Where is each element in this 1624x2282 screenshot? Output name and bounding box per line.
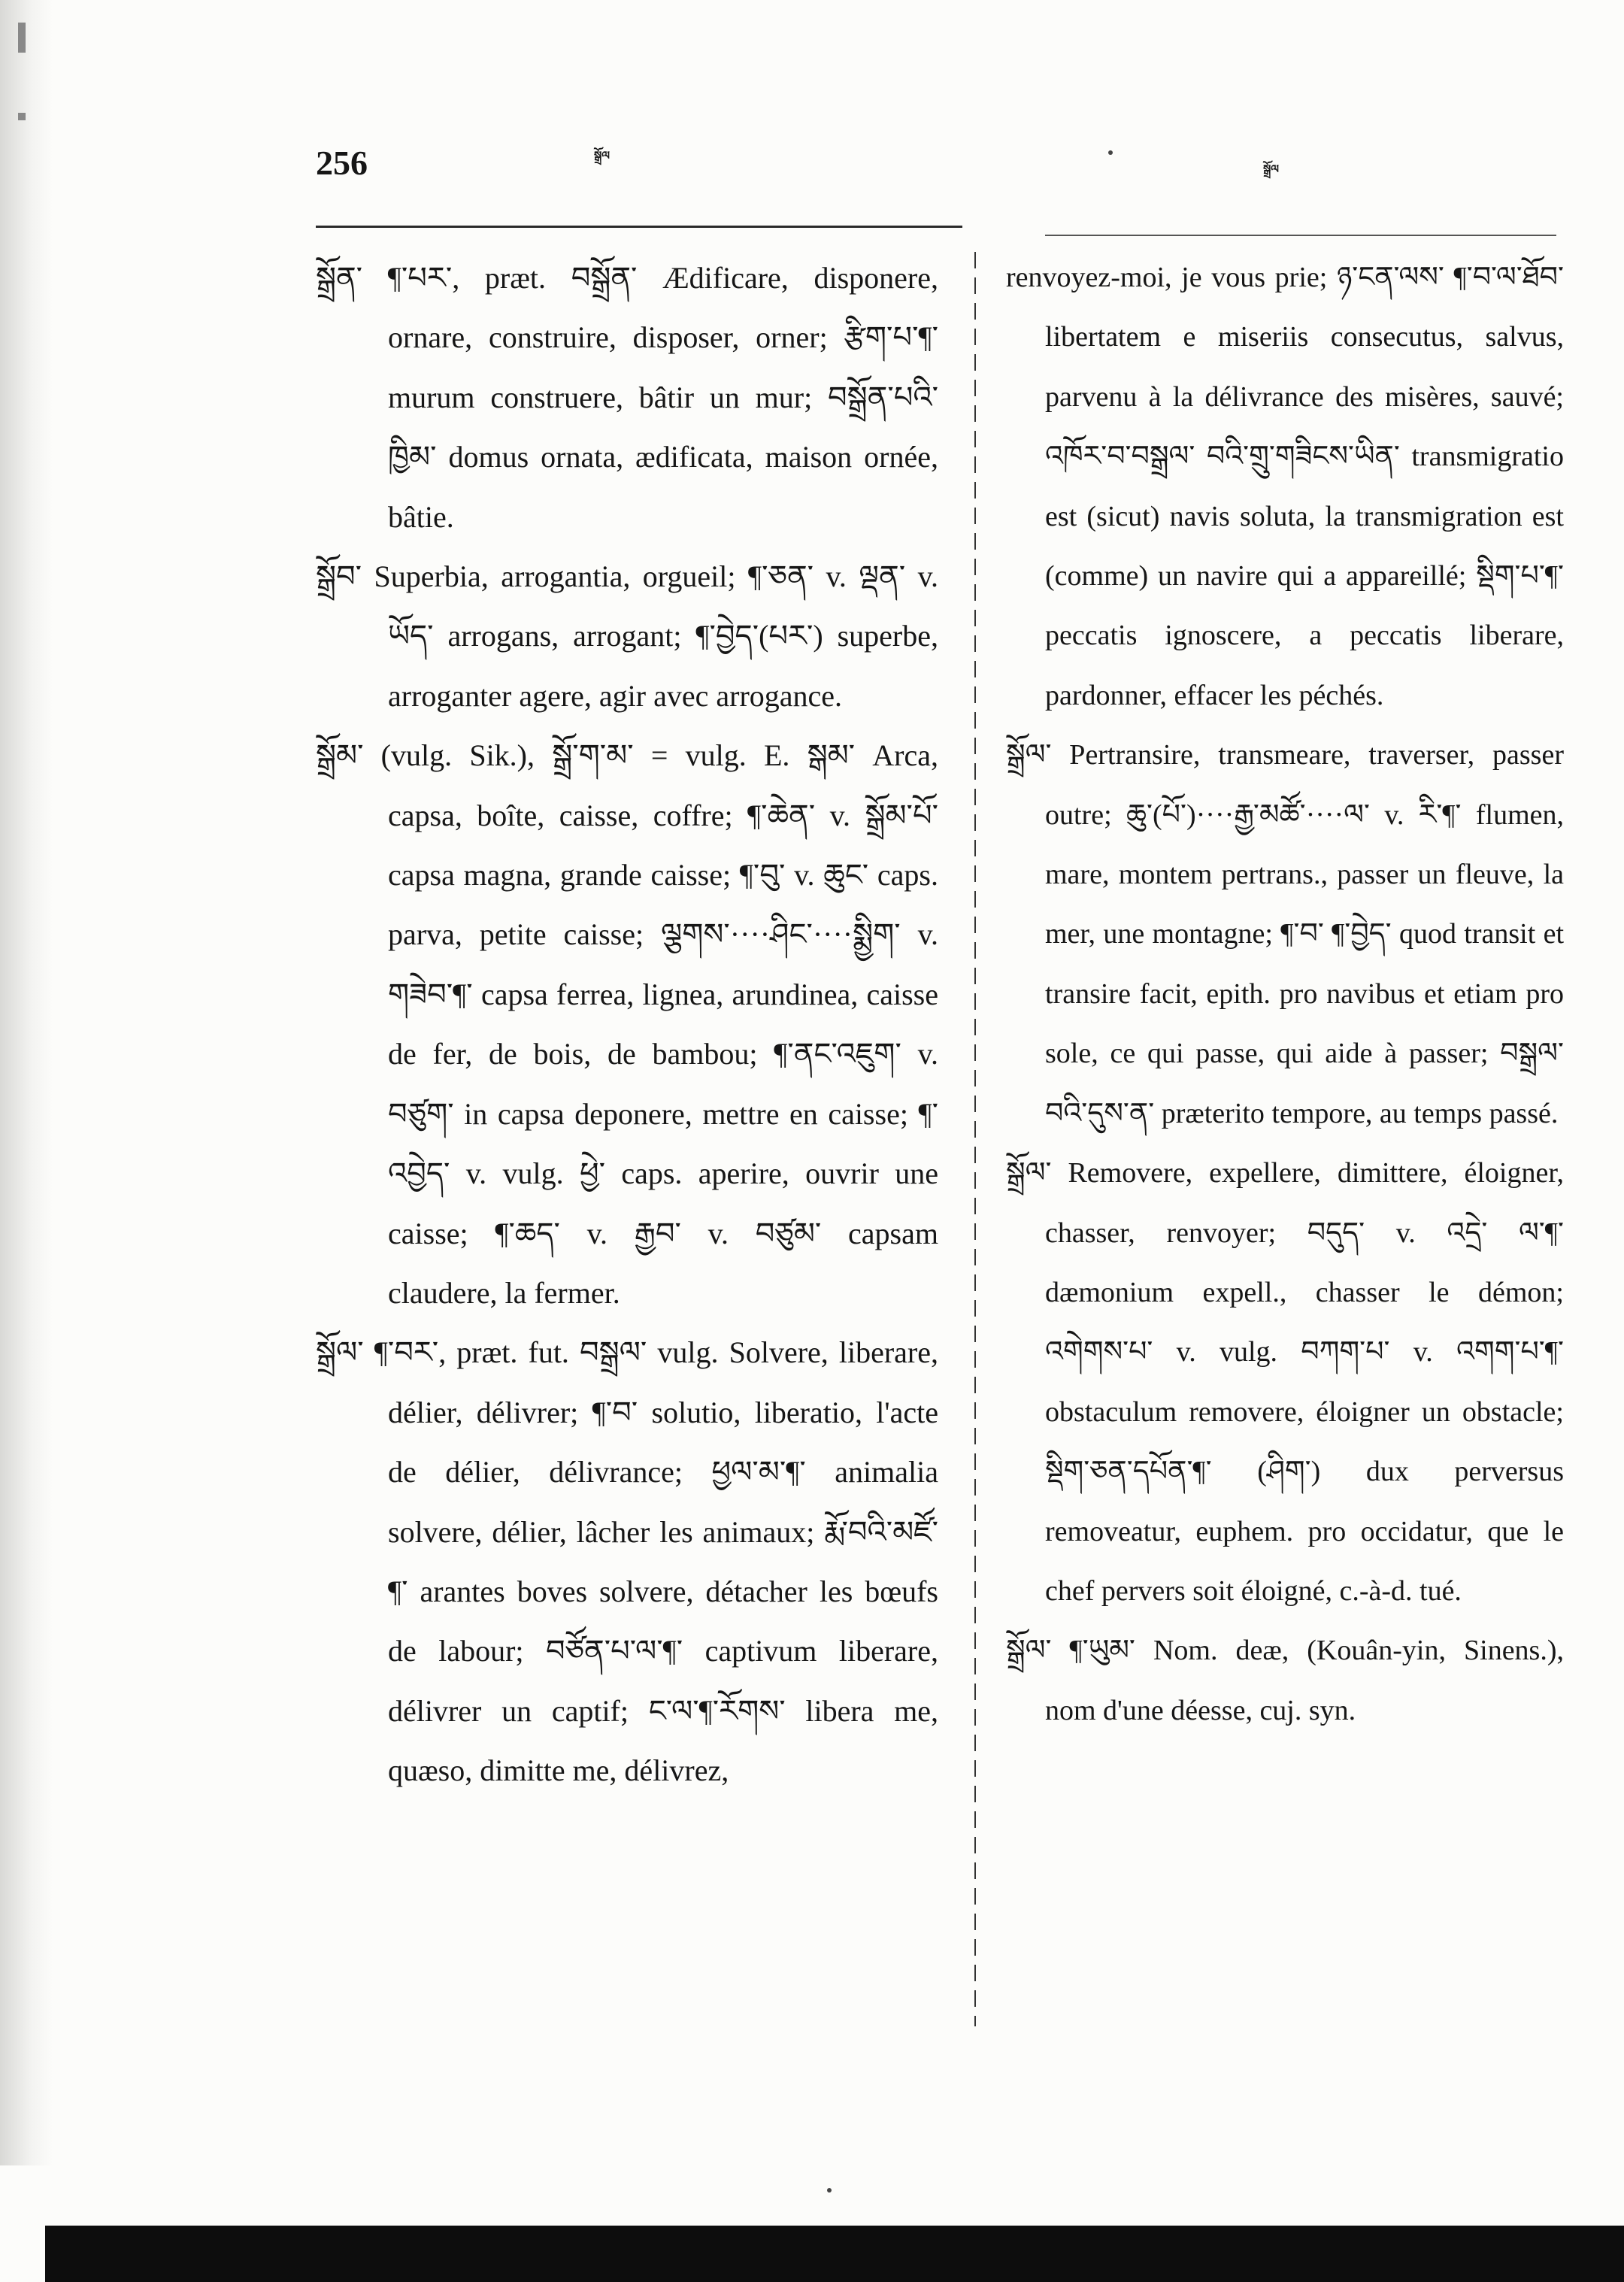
right-column (1006, 248, 1564, 1741)
entry-sgrol-solvere: སྒྲོལ་ ¶་བར་, præt. fut. བསྒྲལ་ vulg. Solvere, liberare, délier, délivrer; ¶་བ་ solutio, liberatio, l'acte de délier, délivrance; ཕྱལ་མ་¶་ animalia solvere, délier, lâcher les animaux; རྨོ་བའི་མཛོ་¶་ arantes boves solvere, détacher les bœufs de labour; བཙོན་པ་ལ་¶་ captivum liberare, délivrer un captif; ང་ལ་¶་རོགས་ libera me, quæso, dimitte me, délivrez, (316, 1335, 938, 1788)
print-speck (827, 2188, 832, 2193)
entry-sgron: སྒྲོན་ ¶་པར་, præt. བསྒྲོན་ Ædificare, disponere, ornare, construire, disposer, orner; རྩིག་པ་¶་ murum construere, bâtir un mur; བསྒྲོན་པའི་ཁྱིམ་ domus ornata, ædificata, maison ornée, bâtie. (316, 261, 938, 534)
entry-sgrom: སྒྲོམ་ (vulg. Sik.), སྒྲོ་ག་མ་ = vulg. E. སྒམ་ Arca, capsa, boîte, caisse, coffre; ¶་ཆེན་ v. སྒྲོམ་པོ་ capsa magna, grande caisse; ¶་བུ་ v. ཆུང་ caps. parva, petite caisse; ལྕགས་····ཤིང་····སྨྱིག་ v. གཟེབ་¶་ capsa ferrea, lignea, arundinea, caisse de fer, de bois, de bambou; ¶་ནང་འཇུག་ v. བཙུག་ in capsa deponere, mettre en caisse; ¶་འབྱེད་ v. vulg. ཕྱེ་ caps. aperire, ouvrir une caisse; ¶་ཆད་ v. རྒྱབ་ v. བཙུམ་ capsam claudere, la fermer. (316, 738, 938, 1310)
entry-continuation: renvoyez-moi, je vous prie; ཉ་ངན་ལས་ ¶་བ་ལ་ཐོབ་ libertatem e miseriis consecutus, salvus, parvenu à la délivrance des misères, sauvé; འཁོར་བ་བསྒྲལ་ བའི་གྲུ་གཟིངས་ཡིན་ transmigratio est (sicut) navis soluta, la transmigration est (comme) un navire qui a appareillé; སྡིག་པ་¶་ peccatis ignoscere, a peccatis liberare, pardonner, effacer les péchés. (1006, 262, 1564, 711)
header-rule-left (316, 226, 962, 228)
edge-mark (18, 23, 26, 53)
entry-sgrol-pertransire: སྒྲོལ་ Pertransire, transmeare, traverser, passer outre; ཆུ་(པོ་)····རྒྱ་མཚོ་····ལ་ v. རི་¶་ flumen, mare, montem pertrans., passer un fleuve, la mer, une montagne; ¶་བ་ ¶་བྱེད་ quod transit et transire facit, epith. pro navibus et etiam pro sole, ce qui passe, qui aide à passer; བསྒྲལ་བའི་དུས་ན་ præterito tempore, au temps passé. (1006, 739, 1564, 1129)
entry-sgrob: སྒྲོབ་ Superbia, arrogantia, orgueil; ¶་ཅན་ v. ལྡན་ v. ཡོད་ arrogans, arrogant; ¶་བྱེད་(པར་) superbe, arroganter agere, agir avec arrogance. (316, 559, 938, 713)
page-number: 256 (316, 144, 368, 182)
running-head-right: སྒྲོལ (1263, 162, 1279, 176)
header-rule-right (1045, 235, 1556, 236)
edge-mark (18, 113, 26, 120)
running-head-left: སྒྲོལ (594, 149, 610, 162)
page-left-edge (0, 0, 53, 2165)
scan-bottom-band (45, 2226, 1624, 2282)
entry-sgrol-removere: སྒྲོལ་ Removere, expellere, dimittere, éloigner, chasser, renvoyer; བདུད་ v. འདྲེ་ ལ་¶་ dæmonium expell., chasser le démon; འགེགས་པ་ v. vulg. བཀག་པ་ v. འགག་པ་¶་ obstaculum removere, éloigner un obstacle; སྡིག་ཅན་དཔོན་¶་ (ཤིག་) dux perversus removeatur, euphem. pro occidatur, que le chef pervers soit éloigné, c.-à-d. tué. (1006, 1157, 1564, 1607)
entry-sgrol-yum: སྒྲོལ་ ¶་ཡུམ་ Nom. deæ, (Kouân-yin, Sinens.), nom d'une déesse, cuj. syn. (1006, 1635, 1564, 1726)
column-divider (974, 252, 976, 2026)
print-speck (1108, 150, 1113, 155)
left-column (316, 248, 938, 1801)
page-header (0, 143, 1624, 211)
